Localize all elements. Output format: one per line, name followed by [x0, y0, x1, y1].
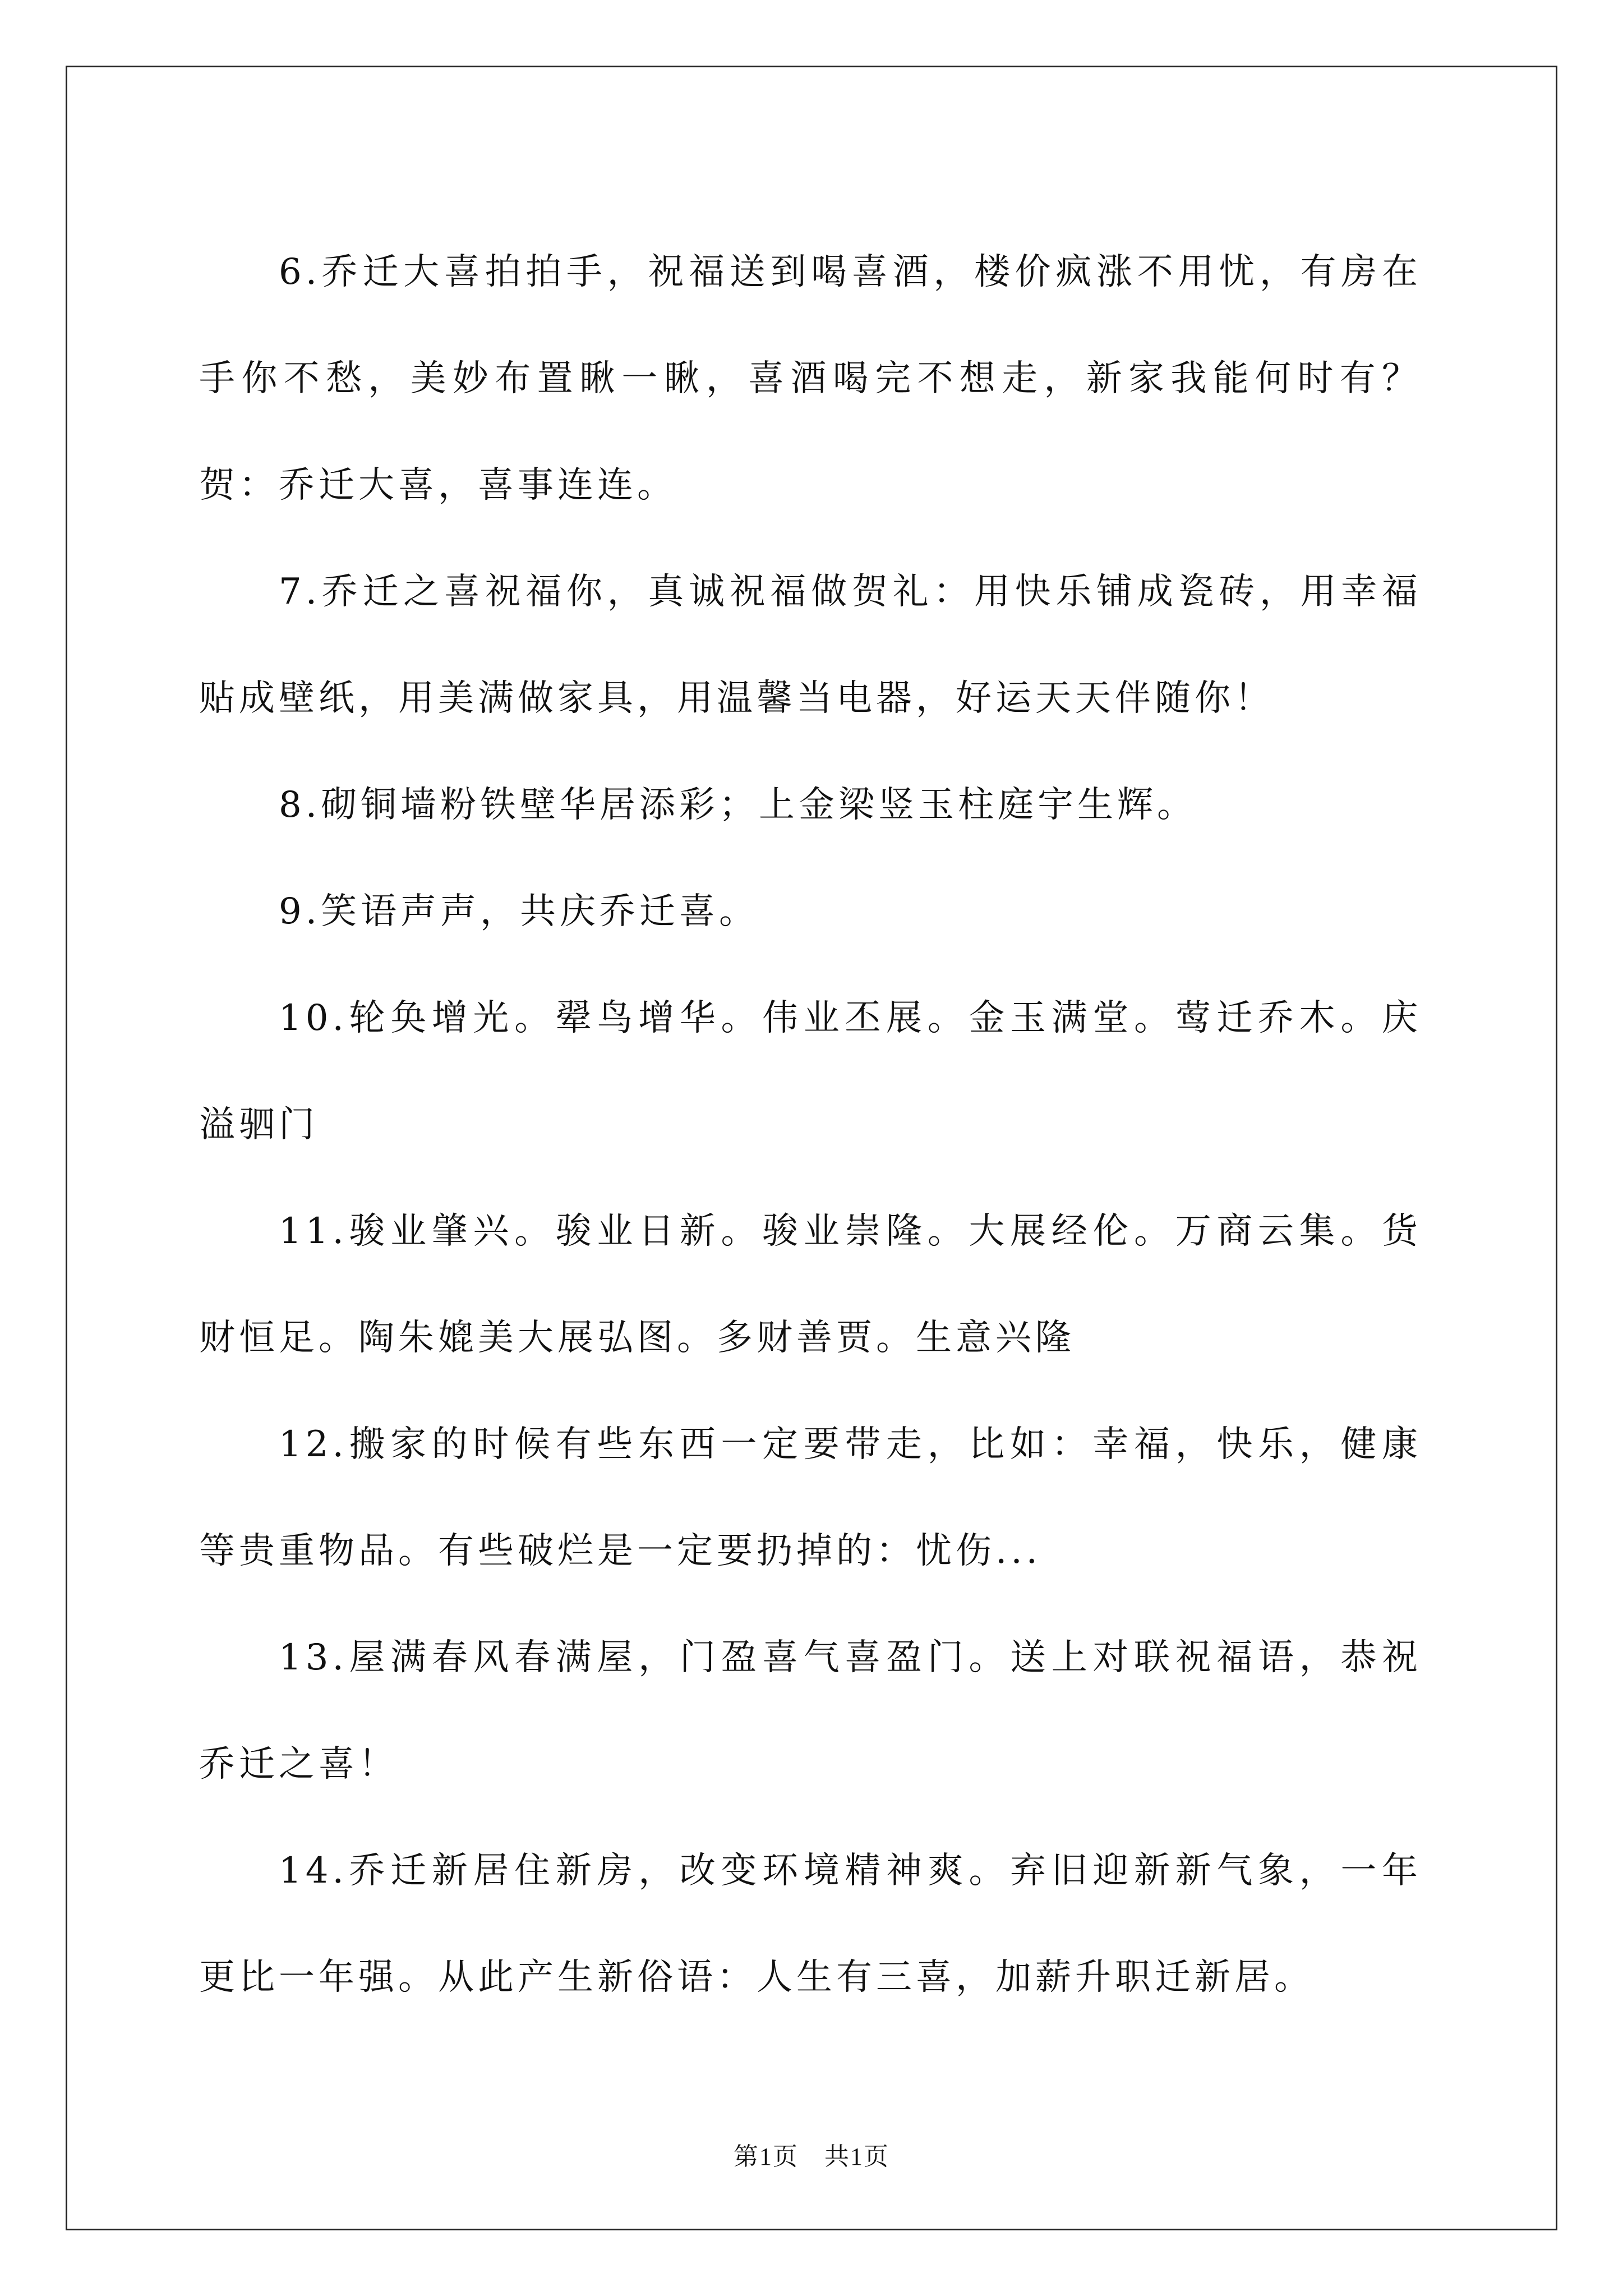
paragraph-11: 11.骏业肇兴。骏业日新。骏业崇隆。大展经伦。万商云集。货财恒足。陶朱媲美大展弘图。多财善贾。生意兴隆	[199, 1211, 1422, 1359]
paragraph-10: 10.轮奂增光。翚鸟增华。伟业丕展。金玉满堂。莺迁乔木。庆溢驷门	[199, 997, 1422, 1145]
page-number-footer: 第1页 共1页	[734, 2143, 889, 2170]
paragraph-6: 6.乔迁大喜拍拍手，祝福送到喝喜酒，楼价疯涨不用忧，有房在手你不愁，美妙布置瞅一瞅，喜酒喝完不想走，新家我能何时有？贺：乔迁大喜，喜事连连。	[199, 251, 1422, 506]
document-body	[199, 219, 1422, 2031]
paragraph-13: 13.屋满春风春满屋，门盈喜气喜盈门。送上对联祝福语，恭祝乔迁之喜！	[199, 1637, 1422, 1785]
paragraph-8: 8.砌铜墙粉铁壁华居添彩；上金梁竖玉柱庭宇生辉。	[279, 784, 1197, 826]
paragraph-12: 12.搬家的时候有些东西一定要带走，比如：幸福，快乐，健康等贵重物品。有些破烂是一定要扔掉的：忧伤...	[199, 1424, 1422, 1572]
paragraph-14: 14.乔迁新居住新房，改变环境精神爽。弃旧迎新新气象，一年更比一年强。从此产生新俗语：人生有三喜，加薪升职迁新居。	[199, 1850, 1422, 1998]
paragraph-7: 7.乔迁之喜祝福你，真诚祝福做贺礼：用快乐铺成瓷砖，用幸福贴成壁纸，用美满做家具，用温馨当电器，好运天天伴随你！	[199, 571, 1422, 719]
paragraph-9: 9.笑语声声，共庆乔迁喜。	[279, 891, 759, 932]
